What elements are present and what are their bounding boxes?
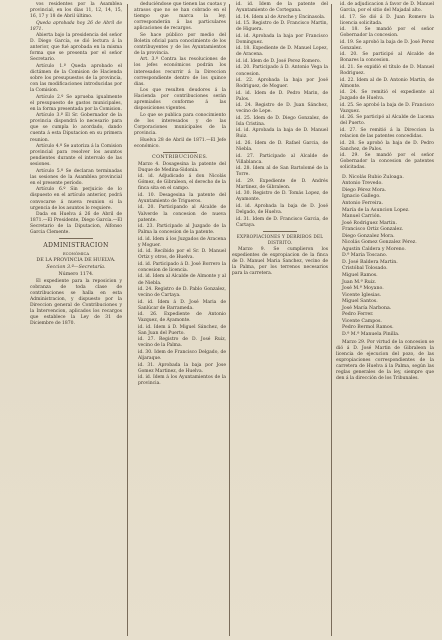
name-entry: Nicolás Gomez Gonzalez Pérez. bbox=[342, 240, 417, 246]
column-rule bbox=[229, 4, 230, 636]
paragraph: Abierta bajo la presidencia del señor D. Diego García, se dió lectura á la anterior, que fué aprobada en la misma forma que se presenta por el señor Secretario. bbox=[30, 33, 122, 63]
list-item: id. 20. Participando al Alcalde de Valverde la concesion de nueva patente. bbox=[138, 205, 226, 223]
list-item: id. 21. Se expidió el título de D. Manuel Rodriguez. bbox=[340, 64, 434, 77]
paragraph: Se hace público por medio del Boletin oficial para conocimiento de los contribuyentes y de los Ayuntamientos de la provincia. bbox=[134, 32, 226, 56]
list-item: id. 18. Se mandó por el señor Gobernador la concesion. bbox=[340, 27, 434, 39]
paragraph: Marzo 9. Se cumplieron los expedientes de expropiacion de la finca de D. Manuel Maria Sanchez, vecino de la Palma, por los terrenos necesarios para la carretera. bbox=[232, 246, 328, 276]
list-item: id. 29. Se mandó por el señor Gobernador la concesion de patentes solicitadas. bbox=[340, 153, 434, 171]
name-entry: Vicente Campos. bbox=[342, 318, 382, 324]
list-item: id. 14. Idem al de Aroche y Encinasola. bbox=[236, 14, 326, 20]
list-item: id. 27. Se remitió á la Direccion la relacion de las patentes concedidas. bbox=[340, 127, 434, 139]
list-item: id. 10. Desagesina la patente del Ayuntamiento de Trigueros. bbox=[138, 192, 226, 204]
paragraph: Marzo 29. Por virtud de la concesion se dió á D. José Martin de Gibraleon la licencia de ejecucion del pozo, de las expropiaciones correspondientes de la carretera de Huelva á la Palma, según las reglas generales de la ley, siempre que den á la dirección de los Tribunales. bbox=[336, 339, 434, 382]
name-entry: D. Nicolás Rubio Zuloaga. bbox=[342, 174, 404, 180]
name-entry: Diego Pérez Mora. bbox=[342, 187, 387, 193]
name-entry: D. José Baldera Martin. bbox=[342, 259, 398, 265]
article: Artículo 4.º Se autoriza á la Comision provincial para resolver los asuntos pendientes durante el intervalo de las sesiones. bbox=[30, 144, 122, 168]
name-entry: Cristóbal Tolosado. bbox=[342, 266, 388, 272]
list-item: id. 31. Aprobada la baja por Jose Gomez Martinez, de Huelva. bbox=[138, 362, 226, 374]
list-item: Marzo 4. Dosagesina la patente del Duque de Medina-Sidonia. bbox=[138, 161, 226, 173]
list-item: id. id. Recibido por el Sr. D. Manuel Ortiz y otros, de Huelva. bbox=[138, 249, 226, 261]
list-item: id. 24. Registro de D. Juan Sánchez, vecino de Lepe. bbox=[236, 103, 328, 115]
name-entry: José Rodriguez Martin. bbox=[342, 220, 397, 226]
name-entry: Ignacio Gallego. bbox=[342, 194, 381, 200]
list-item: id. 26. Expediente de Antonio Vazquez, de Ayamonte. bbox=[138, 312, 226, 324]
list-item: id. 29. Expediente de D. Andrés Martinez, de Gibraleon. bbox=[236, 178, 328, 190]
name-entry: Miguel Santos. bbox=[342, 299, 378, 305]
list-item: id. 15. Registro de D. Francisco Martin, de Higuera. bbox=[236, 21, 328, 33]
column-2 bbox=[134, 0, 226, 640]
article: Artículo 2.º Se aprueba igualmente el presupuesto de gastos municipales, en la forma presentada por la Comision. bbox=[30, 94, 122, 112]
paragraph: deduciéndose que tienen las cuotas y atrasos que no se han cobrado en el tiempo que marca la ley, corresponderán á las particulares aplicaciones de recargos. bbox=[134, 2, 226, 32]
list-item: id. id. Aprobada la baja de D. José Delgado, de Huelva. bbox=[236, 204, 328, 216]
section-heading: CONTRIBUCIONES. bbox=[152, 154, 208, 160]
column-1 bbox=[30, 0, 122, 640]
list-item: id. 24. Se remitió el expediente al Juzgado de Huelva. bbox=[340, 90, 434, 102]
list-item: id. 26. Idem de D. Rafael Garcia, de Niebla. bbox=[236, 141, 328, 153]
list-item: id. 24. Registro de D. Pablo Gonzalez, vecino de Cartaya. bbox=[138, 287, 226, 299]
name-entry: José M.ª Moyano. bbox=[342, 286, 384, 292]
name-entry: D.ª Maria Toscano. bbox=[342, 253, 388, 259]
column-3 bbox=[232, 0, 328, 640]
section-heading: EXPROPIACIONES Y DERRIBOS DEL DISTRITO. bbox=[236, 233, 324, 245]
list-item: id. id. Idem á los Ayuntamientos de la provincia. bbox=[138, 375, 226, 387]
column-rule bbox=[331, 4, 332, 636]
name-entry: Pedro Ferrer. bbox=[342, 312, 374, 318]
paragraph: vos residentes por la Asamblea provincial, en los dias 11, 12, 14, 15, 16, 17 y 18 de Abril último. bbox=[30, 2, 122, 20]
column-4 bbox=[336, 0, 434, 640]
article: Artículo 1.º Queda aprobado el dictámen de la Comision de Hacienda sobre los presupuestos de la provincia, con las modificaciones introducidas por la Comision. bbox=[30, 63, 122, 94]
column-rule bbox=[127, 4, 128, 636]
list-item: id. 27. Registro de D. José Ruiz, vecino de la Palma. bbox=[138, 337, 226, 349]
list-item: id. 22. Aprobada la baja por José Rodriguez, de Moguer. bbox=[236, 78, 328, 90]
list-item: id. 22. Idem al de D. Antonio Martin, de Almonte. bbox=[340, 77, 434, 89]
approval-note: Queda aprobada hoy 26 de Abril de 1871. bbox=[30, 20, 122, 32]
list-item: id. id. Idem á D. José Maria de Sanlúcar de Barrameda. bbox=[138, 299, 226, 311]
divider bbox=[163, 152, 197, 153]
section-subheading: DE LA PROVINCIA DE HUELVA. bbox=[36, 257, 116, 263]
article: Artículo 6.º Sin perjuicio de lo dispuesto en el artículo anterior, podrá convocarse á nueva reunion si la urgencia de los asuntos lo requiere. bbox=[30, 187, 122, 211]
list-item: id. 30. Idem de Francisco Delgado, de Aljaraque. bbox=[138, 350, 226, 362]
list-item: id. id. Participado á D. José Borrero la concesion de licencia. bbox=[138, 261, 226, 273]
list-item: id. 26. Se participó al Alcalde de Lucena del Puerto. bbox=[340, 115, 434, 127]
list-item: id. id. Idem á D. Miguel Sánchez, de San Juan del Puerto. bbox=[138, 324, 226, 336]
paragraph: Lo que se publica para conocimiento de los interesados y de las Corporaciones municipales de la provincia. bbox=[134, 112, 226, 136]
name-entry: Pedro Bermol Ramos. bbox=[342, 325, 394, 331]
divider bbox=[263, 231, 297, 232]
list-item: id. 25. Se aprobó la baja de D. Francisco Vazquez. bbox=[340, 102, 434, 114]
list-item: id. 17. Se dió á D. Juan Romero la licencia solicitada. bbox=[340, 14, 434, 26]
list-item: id. 20. Se participó al Alcalde de Bonares la concesion. bbox=[340, 52, 434, 64]
list-item: id. id. Aprobada la baja por Francisco Dominguez. bbox=[236, 33, 328, 45]
list-item: id. 30. Registro de D. Tomás Lopez, de Ayamonte. bbox=[236, 191, 328, 203]
list-item: id. 23. Participado al Juzgado de la Palma la concesion de la patente. bbox=[138, 224, 226, 236]
name-entry: Juan M.ª Ruiz. bbox=[342, 279, 377, 285]
list-item: id. 28. Se aprobó la baja de D. Pedro Sanchez, de Palos. bbox=[340, 140, 434, 152]
name-entry: Agustin Caldera y Moreno. bbox=[342, 246, 406, 252]
list-item: id. id. Idem de D. Pedro Marin, de Palos. bbox=[236, 90, 328, 102]
name-entry: Francisco Ortiz Gonzalez. bbox=[342, 227, 404, 233]
article: Artículo 3.º El Sr. Gobernador de la provincia dispondrá lo necesario para que se cumpla lo acordado, dando cuenta á esta Diputacion en su primera reunion. bbox=[30, 113, 122, 143]
list-item: id. id. Adjudicado á don Nicolás Gómez, de Gibraleon, el derecho de la finca sita en el campo. bbox=[138, 174, 226, 192]
paragraph: Art. 3.º Contra las resoluciones de los jefes económicos podrán los interesados recurrir á la Direccion correspondiente dentro de los quince dias. bbox=[134, 57, 226, 87]
signature-line: Dada en Huelva á 26 de Abril de 1871.—El Presidente, Diego García.—El Secretario de la Diputacion, Alfonso Garcia Clemente. bbox=[30, 212, 122, 236]
section-heading: ADMINISTRACION bbox=[43, 242, 109, 250]
list-item: id. 18. Expediente de D. Manuel Lopez, de Aracena. bbox=[236, 46, 328, 58]
list-item: id. 20. Participado á D. Antonio Vega la concesion. bbox=[236, 65, 328, 77]
section-subheading: Seccion 3.ª—Secretaría. bbox=[46, 264, 106, 270]
section-subheading: ECONÓMICA bbox=[62, 250, 90, 256]
name-entry: José María Narbona. bbox=[342, 305, 392, 311]
name-entry: Vicente Iglesias. bbox=[342, 292, 382, 298]
name-entry: Antonio Ferreira. bbox=[342, 200, 383, 206]
name-entry: Diego Gonzalez Mora. bbox=[342, 233, 395, 239]
divider bbox=[59, 238, 93, 239]
name-entry: Miguel Ramos. bbox=[342, 272, 378, 278]
list-item: id. id. Idem á los Juzgados de Aracena y Moguer. bbox=[138, 236, 226, 248]
list-item: id. 31. Idem de D. Francisco Garcia, de Cartaya. bbox=[236, 216, 328, 228]
list-item: id. id. Aprobada la baja de D. Manuel Ruiz. bbox=[236, 128, 328, 140]
paragraph: El expediente para la reposicion y cobranza de toda clase de contribuciones se halla en esta Administracion, y dispuesto por la Direccion general de Contribuciones y la Intervencion, aplicados los recargos que establece la Ley de 31 de Diciembre de 1870. bbox=[30, 278, 122, 327]
article: Artículo 5.º Se declaran terminadas las sesiones de la Asamblea provincial en el presente período. bbox=[30, 168, 122, 186]
name-entry: Antonio Trevedo. bbox=[342, 181, 383, 187]
name-entry: D.ª M.ª Manuela Pinilla. bbox=[342, 331, 400, 337]
list-item: id. 19. Se aprobó la baja de D. José Perez Gonzalez. bbox=[340, 39, 434, 51]
signature-line: Huelva 28 de Abril de 1871.—El Jefe económico. bbox=[134, 137, 226, 149]
list-item: id. 27. Participado al Alcalde de Villablanca. bbox=[236, 153, 328, 165]
list-item: id. id. Idem al Alcalde de Almonte y al de Niebla. bbox=[138, 274, 226, 286]
list-item: id. 25. Idem de D. Diego Gonzalez, de Isla Cristina. bbox=[236, 115, 328, 127]
list-item: id. 28. Idem al de San Bartolomé de la Torre. bbox=[236, 166, 328, 178]
section-number: Número 1174. bbox=[58, 271, 94, 277]
list-item: id. id. Idem de la patente del Ayuntamiento de Cortegana. bbox=[236, 2, 328, 14]
paragraph: Los que resulten deudores á la Hacienda por contribuciones serán apremiados conforme á las disposiciones vigentes. bbox=[134, 88, 226, 112]
name-entry: María de la Asuncion Lopez. bbox=[342, 207, 410, 213]
list-item: id. id. Idem de D. José Perez Romero. bbox=[236, 58, 321, 64]
name-entry: Manuel Carrión. bbox=[342, 214, 382, 220]
list-item: id. de adjudicacion á favor de D. Manuel Garcia, por el sitio del Majadal alto. bbox=[340, 2, 434, 14]
